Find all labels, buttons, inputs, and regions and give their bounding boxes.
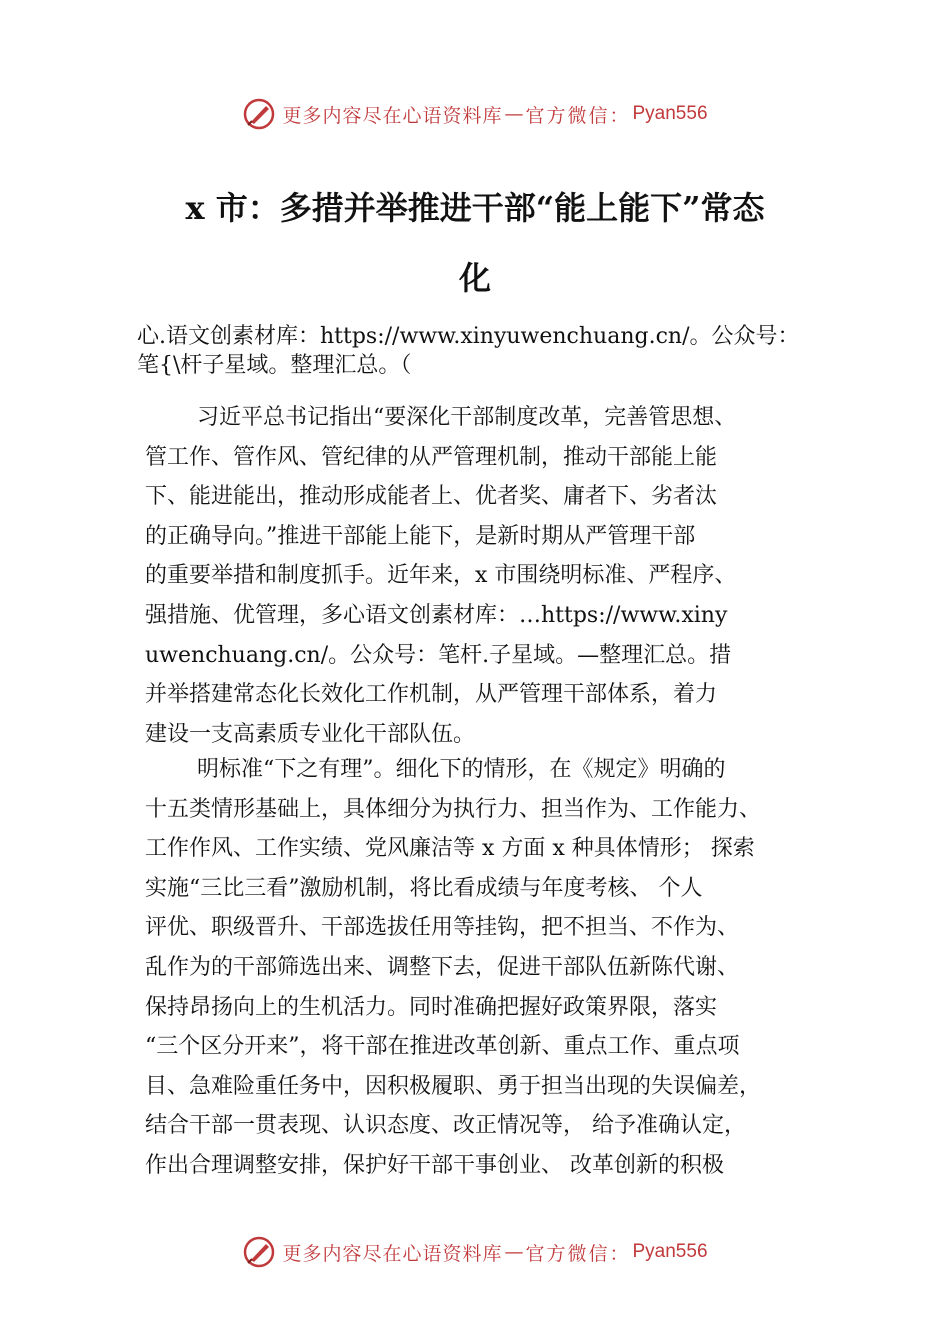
text-line: 实施“三比三看”激励机制，将比看成绩与年度考核、 个人: [145, 875, 703, 901]
text-line: 作出合理调整安排，保护好干部干事创业、 改革创新的积极: [145, 1152, 724, 1178]
text-line: 管工作、管作风、管纪律的从严管理机制，推动干部能上能: [145, 444, 718, 470]
text-line: 结合干部一贯表现、认识态度、改正情况等， 给予准确认定，: [145, 1113, 746, 1139]
text-line: “三个区分开来”，将干部在推进改革创新、重点工作、重点项: [145, 1034, 740, 1060]
quill-logo-icon: [242, 1235, 276, 1269]
banner-text: 更多内容尽在心语资料库: [282, 104, 503, 127]
banner-text: 更多内容尽在心语资料库: [282, 1242, 503, 1265]
source-line: 心.语文创素材库：https://www.xinyuwenchuang.cn/。公众号：: [137, 324, 800, 349]
banner-separator: —: [504, 103, 524, 125]
text-line: 目、急难险重任务中，因积极履职、勇于担当出现的失误偏差，: [145, 1073, 762, 1099]
source-note: [137, 322, 857, 380]
text-line: 的重要举措和制度抓手。近年来，x 市围绕明标准、严程序、: [145, 563, 737, 589]
text-line: 乱作为的干部筛选出来、调整下去，促进干部队伍新陈代谢、: [145, 954, 740, 980]
banner-wechat-id: Pyan556: [632, 103, 708, 124]
text-line: 十五类情形基础上，具体细分为执行力、担当作为、工作能力、: [145, 796, 762, 822]
banner-wechat-label: 官方微信：: [525, 1242, 631, 1265]
header-banner: [0, 94, 950, 134]
text-line: 并举搭建常态化长效化工作机制，从严管理干部体系，着力: [145, 682, 718, 708]
source-line: 笔{\杆子星域。整理汇总。（: [137, 353, 412, 378]
text-line: 明标准“下之有理”。细化下的情形，在《规定》明确的: [197, 757, 726, 782]
banner-separator: —: [504, 1241, 524, 1263]
text-line: 保持昂扬向上的生机活力。同时准确把握好政策界限，落实: [145, 994, 718, 1020]
quill-logo-icon: [242, 97, 276, 131]
banner-wechat-id: Pyan556: [632, 1241, 708, 1262]
page-title-line-1: x 市：多措并举推进干部“能上能下”常态: [185, 189, 765, 227]
banner-wechat-label: 官方微信：: [525, 104, 631, 127]
text-line: 工作作风、工作实绩、党风廉洁等 x 方面 x 种具体情形； 探索: [145, 836, 755, 862]
text-line: 评优、职级晋升、干部选拔任用等挂钩，把不担当、不作为、: [145, 915, 740, 941]
page-title-line-2: 化: [458, 259, 491, 297]
text-line: 建设一支高素质专业化干部队伍。: [145, 721, 476, 747]
text-line: 的正确导向。”推进干部能上能下，是新时期从严管理干部: [145, 523, 696, 549]
text-line: 强措施、优管理，多心语文创素材库：…https://www.xiny: [145, 602, 728, 628]
text-line: 习近平总书记指出“要深化干部制度改革，完善管思想、: [197, 405, 737, 430]
text-line: uwenchuang.cn/。公众号：笔杆.子星域。—整理汇总。措: [145, 642, 732, 668]
paragraph-standards: [145, 750, 825, 1186]
paragraph-intro: [145, 398, 825, 754]
text-line: 下、能进能出，推动形成能者上、优者奖、庸者下、劣者汰: [145, 484, 718, 510]
footer-banner: [0, 1232, 950, 1272]
